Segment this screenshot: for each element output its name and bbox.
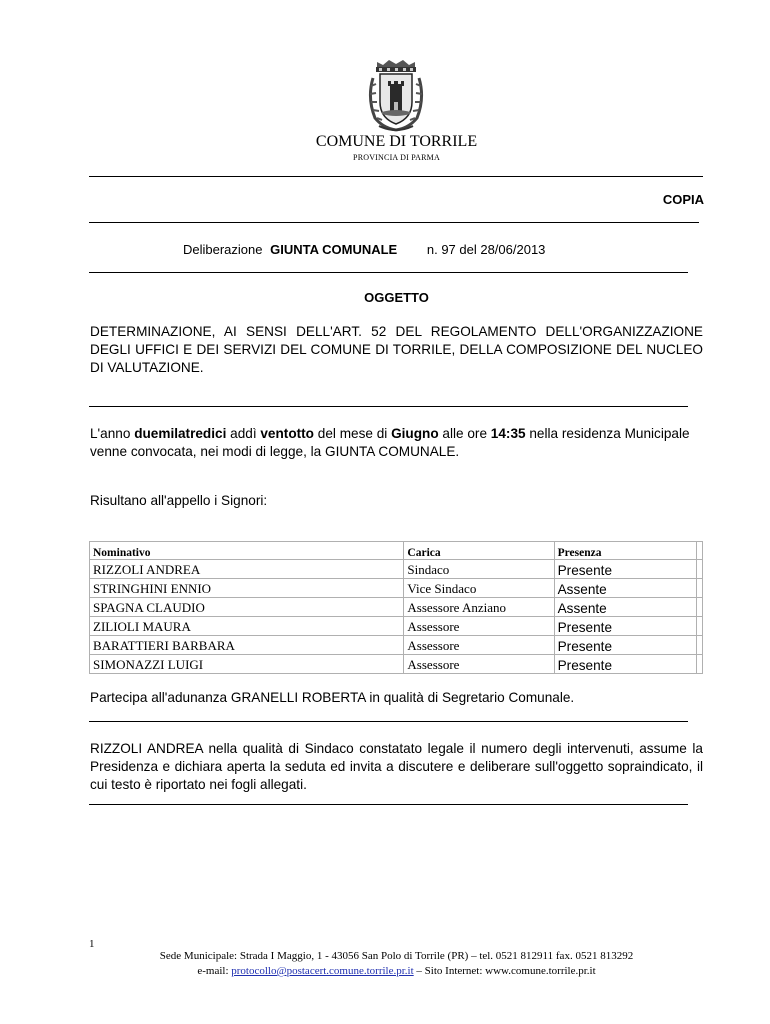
header-carica: Carica: [404, 542, 554, 560]
coat-of-arms-icon: [365, 58, 427, 134]
member-name: SIMONAZZI LUIGI: [90, 655, 404, 674]
divider: [89, 176, 703, 177]
presidenza-text: RIZZOLI ANDREA nella qualità di Sindaco constatato legale il numero degli intervenuti, assume la Presidenza e dichiara aperta la seduta ed invita a discutere e deliberare sull'oggetto sopraindicato, il cui testo è riportato nei fogli allegati.: [90, 741, 703, 792]
member-presence: Presente: [554, 560, 696, 579]
footer-address: Sede Municipale: Strada I Maggio, 1 - 43056 San Polo di Torrile (PR) – tel. 0521 812911 fax. 0521 813292: [159, 950, 634, 962]
member-role: Assessore: [404, 636, 554, 655]
member-presence: Assente: [554, 598, 696, 617]
member-presence: Assente: [554, 579, 696, 598]
member-name: STRINGHINI ENNIO: [90, 579, 404, 598]
deliberazione-line: [183, 242, 545, 257]
partecipa-text: Partecipa all'adunanza GRANELLI ROBERTA in qualità di Segretario Comunale.: [90, 690, 575, 705]
member-role: Assessore: [404, 655, 554, 674]
giorno: ventotto: [260, 426, 314, 441]
member-name: SPAGNA CLAUDIO: [90, 598, 404, 617]
divider: [89, 406, 688, 407]
table-row: [90, 560, 703, 579]
deliberazione-numero: n. 97 del 28/06/2013: [426, 242, 546, 257]
table-row: [90, 579, 703, 598]
table-row: [90, 636, 703, 655]
anno: duemilatredici: [134, 426, 227, 441]
member-role: Sindaco: [404, 560, 554, 579]
divider: [89, 804, 688, 805]
table-header-row: [90, 542, 703, 560]
member-presence: Presente: [554, 617, 696, 636]
header-presenza: Presenza: [554, 542, 696, 560]
appello-text: Risultano all'appello i Signori:: [90, 493, 268, 508]
member-name: RIZZOLI ANDREA: [90, 560, 404, 579]
copia-label: COPIA: [662, 192, 704, 207]
mese: Giugno: [391, 426, 439, 441]
table-row: [90, 598, 703, 617]
divider: [89, 222, 699, 223]
header-nominativo: Nominativo: [90, 542, 404, 560]
deliberazione-prefix: Deliberazione: [183, 242, 263, 257]
member-presence: Presente: [554, 636, 696, 655]
member-role: Vice Sindaco: [404, 579, 554, 598]
intro-paragraph: L'anno duemilatredici addì ventotto del mese di Giugno alle ore 14:35 nella residenza Municipale venne convocata, nei modi di legge, la GIUNTA COMUNALE.: [90, 426, 690, 459]
ora: 14:35: [490, 426, 526, 441]
divider: [89, 272, 688, 273]
page-number: 1: [89, 938, 95, 950]
member-name: BARATTIERI BARBARA: [90, 636, 404, 655]
member-role: Assessore: [404, 617, 554, 636]
divider: [89, 721, 688, 722]
table-row: [90, 655, 703, 674]
deliberazione-organo: GIUNTA COMUNALE: [270, 242, 398, 257]
member-role: Assessore Anziano: [404, 598, 554, 617]
oggetto-label: OGGETTO: [364, 290, 429, 305]
comune-name: COMUNE DI TORRILE: [315, 133, 478, 150]
members-table: [89, 541, 703, 674]
email-link[interactable]: protocollo@postacert.comune.torrile.pr.it: [231, 965, 414, 977]
footer-contacts: e-mail: protocollo@postacert.comune.torrile.pr.it – Sito Internet: www.comune.torrile.pr.it: [197, 965, 596, 977]
oggetto-text: DETERMINAZIONE, AI SENSI DELL'ART. 52 DEL REGOLAMENTO DELL'ORGANIZZAZIONE DEGLI UFFICI E DEI SERVIZI DEL COMUNE DI TORRILE, DELLA COMPOSIZIONE DEL NUCLEO DI VALUTAZIONE.: [90, 324, 703, 375]
provincia-label: PROVINCIA DI PARMA: [353, 153, 440, 162]
table-row: [90, 617, 703, 636]
member-name: ZILIOLI MAURA: [90, 617, 404, 636]
member-presence: Presente: [554, 655, 696, 674]
